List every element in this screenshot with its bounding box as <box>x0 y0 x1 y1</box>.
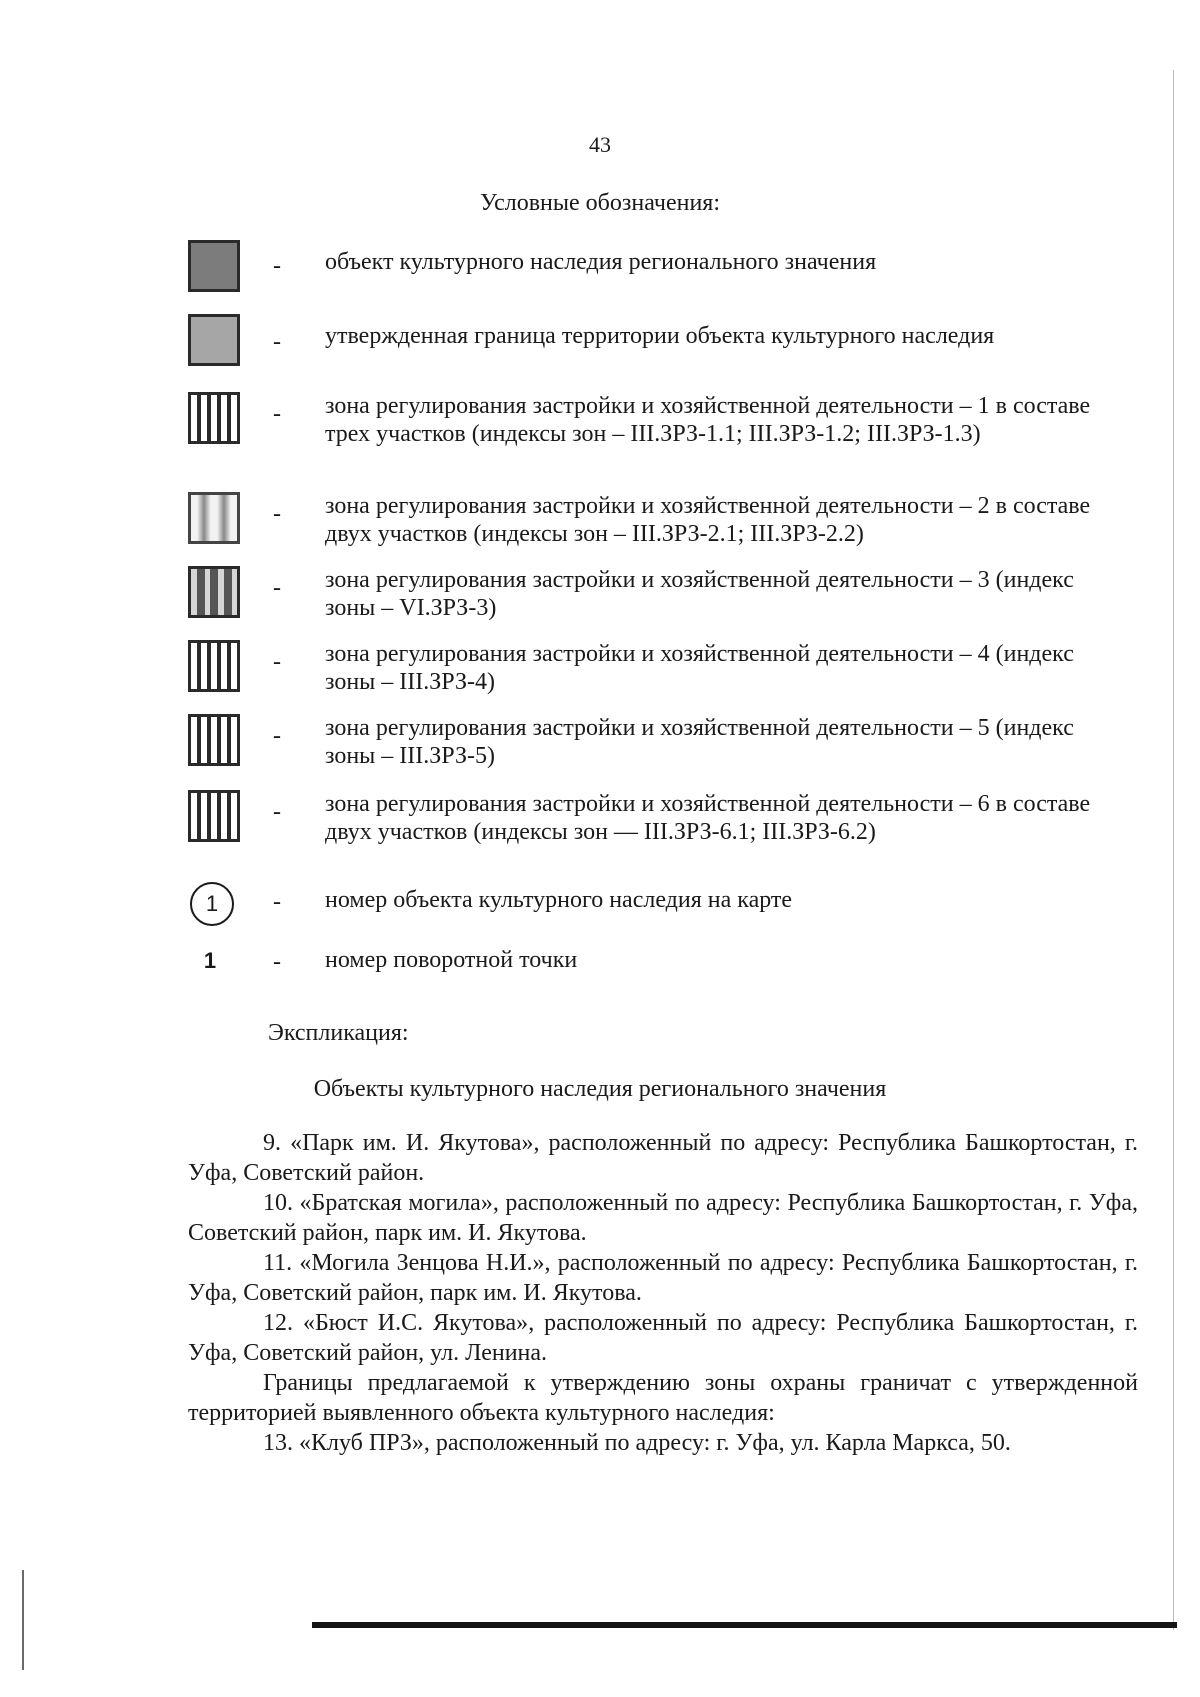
legend-dash: - <box>273 949 281 975</box>
legend-text: зона регулирования застройки и хозяйственной деятельности – 1 в составе трех участков (индексы зон – III.ЗРЗ-1.1; III.ЗРЗ-1.2; III.ЗРЗ-1.3) <box>325 393 1091 447</box>
legend-dash: - <box>273 575 281 601</box>
explication-entry: 13. «Клуб ПРЗ», расположенный по адресу: г. Уфа, ул. Карла Маркса, 50. <box>263 1430 1011 1456</box>
explication-entries <box>188 1128 1138 1458</box>
legend-dash: - <box>273 799 281 825</box>
legend-dash: - <box>273 723 281 749</box>
turning-point-number: 1 <box>203 948 217 973</box>
legend-dash: - <box>273 401 281 427</box>
page-number: 43 <box>589 132 611 157</box>
legend-dash: - <box>273 889 281 915</box>
zone-1-swatch <box>188 392 240 444</box>
legend-text: номер поворотной точки <box>325 947 578 973</box>
zone-2-swatch <box>188 492 240 544</box>
explication-entry: 11. «Могила Зенцова Н.И.», расположенный по адресу: Республика Башкортостан, г. Уфа, Советский район, парк им. И. Якутова. <box>188 1250 1138 1306</box>
scan-bottom-bar <box>312 1622 1177 1628</box>
legend-text: зона регулирования застройки и хозяйственной деятельности – 2 в составе двух участков (индексы зон – III.ЗРЗ-2.1; III.ЗРЗ-2.2) <box>325 493 1091 547</box>
page-edge-line <box>1173 70 1174 1630</box>
legend-dash: - <box>273 329 281 355</box>
legend-dash: - <box>273 649 281 675</box>
numbered-circle-icon: 1 <box>188 882 234 926</box>
zone-4-swatch <box>188 640 240 692</box>
explication-subtitle: Объекты культурного наследия регионального значения <box>313 1076 887 1102</box>
explication-entry: 12. «Бюст И.С. Якутова», расположенный по адресу: Республика Башкортостан, г. Уфа, Советский район, ул. Ленина. <box>188 1310 1138 1366</box>
explication-entry: 10. «Братская могила», расположенный по адресу: Республика Башкортостан, г. Уфа, Советский район, парк им. И. Якутова. <box>188 1190 1138 1246</box>
legend-dash: - <box>273 253 281 279</box>
explication-label: Экспликация: <box>268 1020 409 1046</box>
legend-text: утвержденная граница территории объекта культурного наследия <box>325 323 995 349</box>
legend-text: зона регулирования застройки и хозяйственной деятельности – 6 в составе двух участков (индексы зон — III.ЗРЗ-6.1; III.ЗРЗ-6.2) <box>325 791 1091 845</box>
heritage-object-swatch <box>188 240 240 292</box>
zone-6-swatch <box>188 790 240 842</box>
zone-5-swatch <box>188 714 240 766</box>
zone-3-swatch <box>188 566 240 618</box>
legend-text: номер объекта культурного наследия на карте <box>325 887 793 913</box>
legend-title: Условные обозначения: <box>479 190 721 216</box>
legend-text: зона регулирования застройки и хозяйственной деятельности – 5 (индекс зоны – III.ЗРЗ-5) <box>325 715 1074 769</box>
legend-dash: - <box>273 501 281 527</box>
explication-boundary-note: Границы предлагаемой к утверждению зоны охраны граничат с утвержденной территорией выявленного объекта культурного наследия: <box>188 1370 1138 1426</box>
legend-text: объект культурного наследия регионального значения <box>325 249 877 275</box>
explication-entry: 9. «Парк им. И. Якутова», расположенный по адресу: Республика Башкортостан, г. Уфа, Советский район. <box>188 1130 1138 1186</box>
legend-text: зона регулирования застройки и хозяйственной деятельности – 3 (индекс зоны – VI.ЗРЗ-3) <box>325 567 1074 621</box>
scan-edge-mark <box>22 1570 24 1670</box>
territory-boundary-swatch <box>188 314 240 366</box>
legend-text: зона регулирования застройки и хозяйственной деятельности – 4 (индекс зоны – III.ЗРЗ-4) <box>325 641 1074 695</box>
